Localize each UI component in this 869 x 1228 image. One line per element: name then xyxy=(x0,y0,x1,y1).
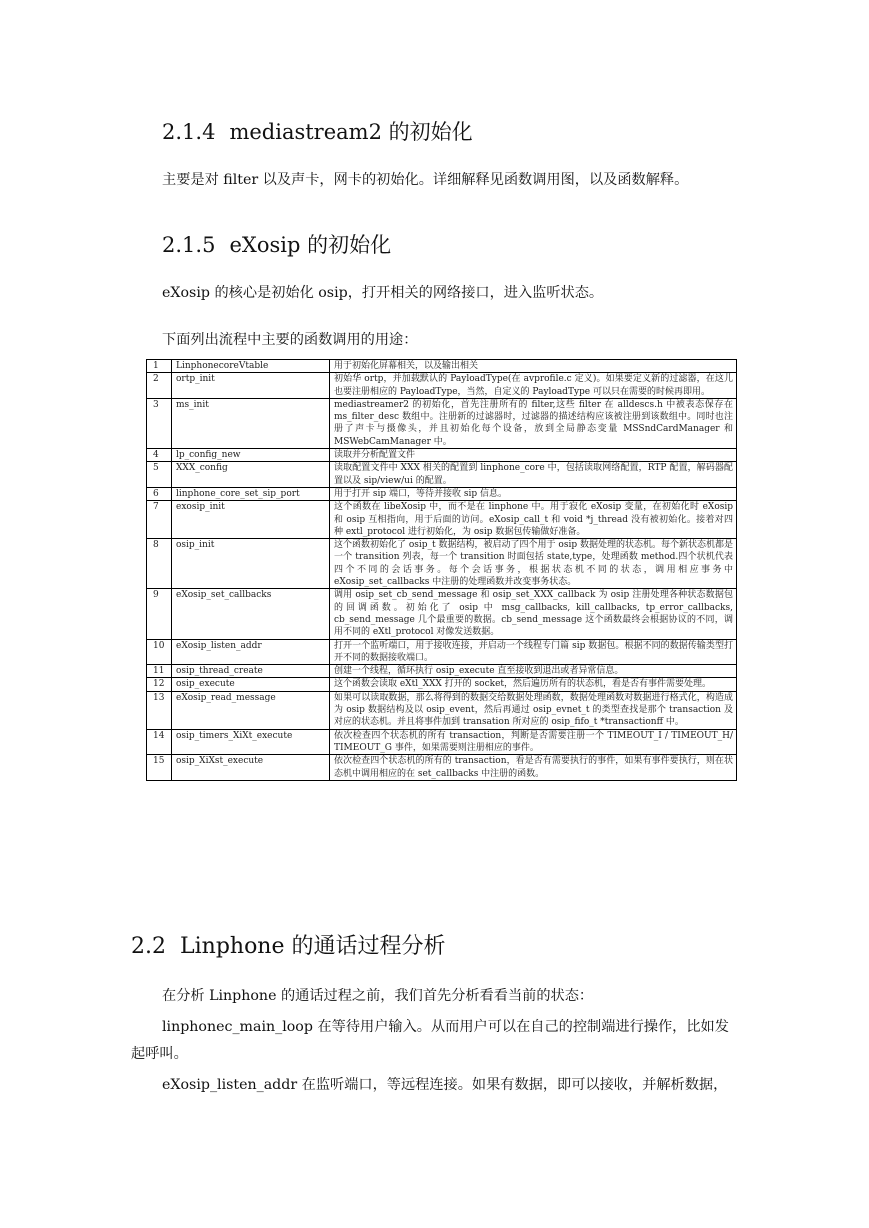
table-row xyxy=(147,462,737,488)
function-description: 依次检查四个状态机的所有的 transaction，看是否有需要执行的事件，如果有事件要执行，则在状态机中调用相应的在 set_callbacks 中注册的函数。 xyxy=(330,755,737,781)
function-description: 调用 osip_set_cb_send_message 和 osip_set_XXX_callback 为 osip 注册处理各种状态数据包的回调函数。初始化了 osip 中 msg_callbacks, kill_callbacks, tp_error_callbacks, cb_send_message 几个最重要的数据。cb_send_message 这个函数最终会根据协议的不同，调用不同的 eXtl_protocol 对像发送数据。 xyxy=(330,589,737,639)
heading-title: Linphone 的通话过程分析 xyxy=(180,934,446,959)
function-name: osip_execute xyxy=(172,678,330,691)
table-row xyxy=(147,398,737,448)
heading-number: 2.1.4 xyxy=(162,120,216,144)
function-name: osip_init xyxy=(172,539,330,589)
paragraph-exosip-init: eXosip 的核心是初始化 osip，打开相关的网络接口，进入监听状态。 xyxy=(162,285,604,301)
table-row xyxy=(147,487,737,500)
paragraph-listen-addr: eXosip_listen_addr 在监听端口，等远程连接。如果有数据，即可以接收，并解析数据， xyxy=(162,1077,728,1093)
function-description: 用于初始化屏幕相关，以及输出相关 xyxy=(330,360,737,373)
heading-number: 2.2 xyxy=(131,934,166,959)
function-description: 打开一个监听端口，用于接收连接，并启动一个线程专门篇 sip 数据包。根据不同的数据传输类型打开不同的数据接收端口。 xyxy=(330,639,737,665)
function-description: 读取配置文件中 XXX 相关的配置到 linphone_core 中，包括读取网络配置，RTP 配置，解码器配置以及 sip/view/ui 的配置。 xyxy=(330,462,737,488)
row-number: 15 xyxy=(147,755,172,781)
row-number: 5 xyxy=(147,462,172,488)
function-description: 如果可以读取数据，那么将得到的数据交给数据处理函数，数据处理函数对数据进行格式化，构造成为 osip 数据结构及以 osip_event，然后再通过 osip_evnet_t 的类型查找是那个 transaction 及对应的状态机。并且将事件加到 transation 所对应的 osip_fifo_t *transactionff 中。 xyxy=(330,691,737,729)
table-row xyxy=(147,639,737,665)
paragraph-intro-state: 在分析 Linphone 的通话过程之前，我们首先分析看看当前的状态： xyxy=(162,988,594,1004)
function-name: osip_timers_XiXt_execute xyxy=(172,729,330,755)
table-row xyxy=(147,665,737,678)
paragraph-main-loop-cont: 起呼叫。 xyxy=(131,1046,188,1062)
table-row xyxy=(147,360,737,373)
heading-title: mediastream2 的初始化 xyxy=(229,120,473,144)
table-row xyxy=(147,729,737,755)
row-number: 14 xyxy=(147,729,172,755)
row-number: 1 xyxy=(147,360,172,373)
function-name: osip_XiXst_execute xyxy=(172,755,330,781)
function-description: 依次检查四个状态机的所有 transaction，判断是否需要注册一个 TIMEOUT_I / TIMEOUT_H/ TIMEOUT_G 事件，如果需要则注册相应的事件。 xyxy=(330,729,737,755)
function-description: 用于打开 sip 端口，等待并接收 sip 信息。 xyxy=(330,487,737,500)
function-table-body xyxy=(147,360,737,781)
table-row xyxy=(147,691,737,729)
row-number: 4 xyxy=(147,449,172,462)
table-row xyxy=(147,539,737,589)
function-name: LinphonecoreVtable xyxy=(172,360,330,373)
table-intro: 下面列出流程中主要的函数调用的用途： xyxy=(162,332,418,348)
row-number: 12 xyxy=(147,678,172,691)
function-name: eXosip_set_callbacks xyxy=(172,589,330,639)
function-table xyxy=(146,359,737,781)
function-name: osip_thread_create xyxy=(172,665,330,678)
function-name: ms_init xyxy=(172,398,330,448)
heading-2-1-4 xyxy=(162,116,473,146)
row-number: 7 xyxy=(147,501,172,539)
function-description: mediastreamer2 的初始化，首先注册所有的 filter,这些 filter 在 alldescs.h 中被表态保存在 ms_filter_desc 数组中。注册新的过滤器时，过滤器的描述结构应该被注册到该数组中。同时也注册了声卡与摄像头，并且初始化每个设备，放到全局静态变量 MSSndCardManager 和 MSWebCamManager 中。 xyxy=(330,398,737,448)
heading-title: eXosip 的初始化 xyxy=(229,233,392,257)
table-row xyxy=(147,373,737,399)
table-row xyxy=(147,449,737,462)
function-description: 这个函数在 libeXosip 中，而不是在 linphone 中。用于寂化 eXosip 变量，在初始化时 eXosip 和 osip 互相指向，用于后面的访问。eXosip_call_t 和 void *j_thread 没有被初始化。接着对四种 extl_protocol 进行初始化，为 osip 数据包传输做好准备。 xyxy=(330,501,737,539)
row-number: 6 xyxy=(147,487,172,500)
row-number: 8 xyxy=(147,539,172,589)
table-row xyxy=(147,501,737,539)
function-description: 初始华 ortp，并加载默认的 PayloadType(在 avprofile.c 定义)。如果要定义新的过滤器，在这儿也要注册相应的 PayloadType，当然，自定义的 PayloadType 可以只在需要的时候再即用。 xyxy=(330,373,737,399)
table-row xyxy=(147,678,737,691)
function-name: eXosip_read_message xyxy=(172,691,330,729)
heading-number: 2.1.5 xyxy=(162,233,216,257)
heading-2-1-5 xyxy=(162,229,391,259)
function-name: ortp_init xyxy=(172,373,330,399)
function-name: eXosip_listen_addr xyxy=(172,639,330,665)
paragraph-main-loop: linphonec_main_loop 在等待用户输入。从而用户可以在自己的控制端进行操作，比如发 xyxy=(162,1019,729,1035)
paragraph-mediastream-init: 主要是对 filter 以及声卡，网卡的初始化。详细解释见函数调用图，以及函数解释。 xyxy=(162,172,689,188)
function-name: XXX_config xyxy=(172,462,330,488)
function-name: lp_config_new xyxy=(172,449,330,462)
table-row xyxy=(147,755,737,781)
row-number: 10 xyxy=(147,639,172,665)
row-number: 2 xyxy=(147,373,172,399)
row-number: 11 xyxy=(147,665,172,678)
row-number: 9 xyxy=(147,589,172,639)
row-number: 3 xyxy=(147,398,172,448)
function-name: exosip_init xyxy=(172,501,330,539)
row-number: 13 xyxy=(147,691,172,729)
table-row xyxy=(147,589,737,639)
function-description: 创建一个线程，循环执行 osip_execute 直至接收到退出或者异常信息。 xyxy=(330,665,737,678)
function-description: 读取并分析配置文件 xyxy=(330,449,737,462)
function-name: linphone_core_set_sip_port xyxy=(172,487,330,500)
function-description: 这个函数会读取 eXtl_XXX 打开的 socket，然后遍历所有的状态机，看是否有事件需要处理。 xyxy=(330,678,737,691)
heading-2-2 xyxy=(131,929,446,960)
function-description: 这个函数初始化了 osip_t 数据结构，被启动了四个用于 osip 数据处理的状态机。每个新状态机都是一个 transition 列表，每一个 transition 时面包括 state,type，处理函数 method.四个状机代表四个不同的会话事务。每个会话事务，根据状态机不同的状态，调用相应事务中 eXosip_set_callbacks 中注册的处理函数并改变事务状态。 xyxy=(330,539,737,589)
